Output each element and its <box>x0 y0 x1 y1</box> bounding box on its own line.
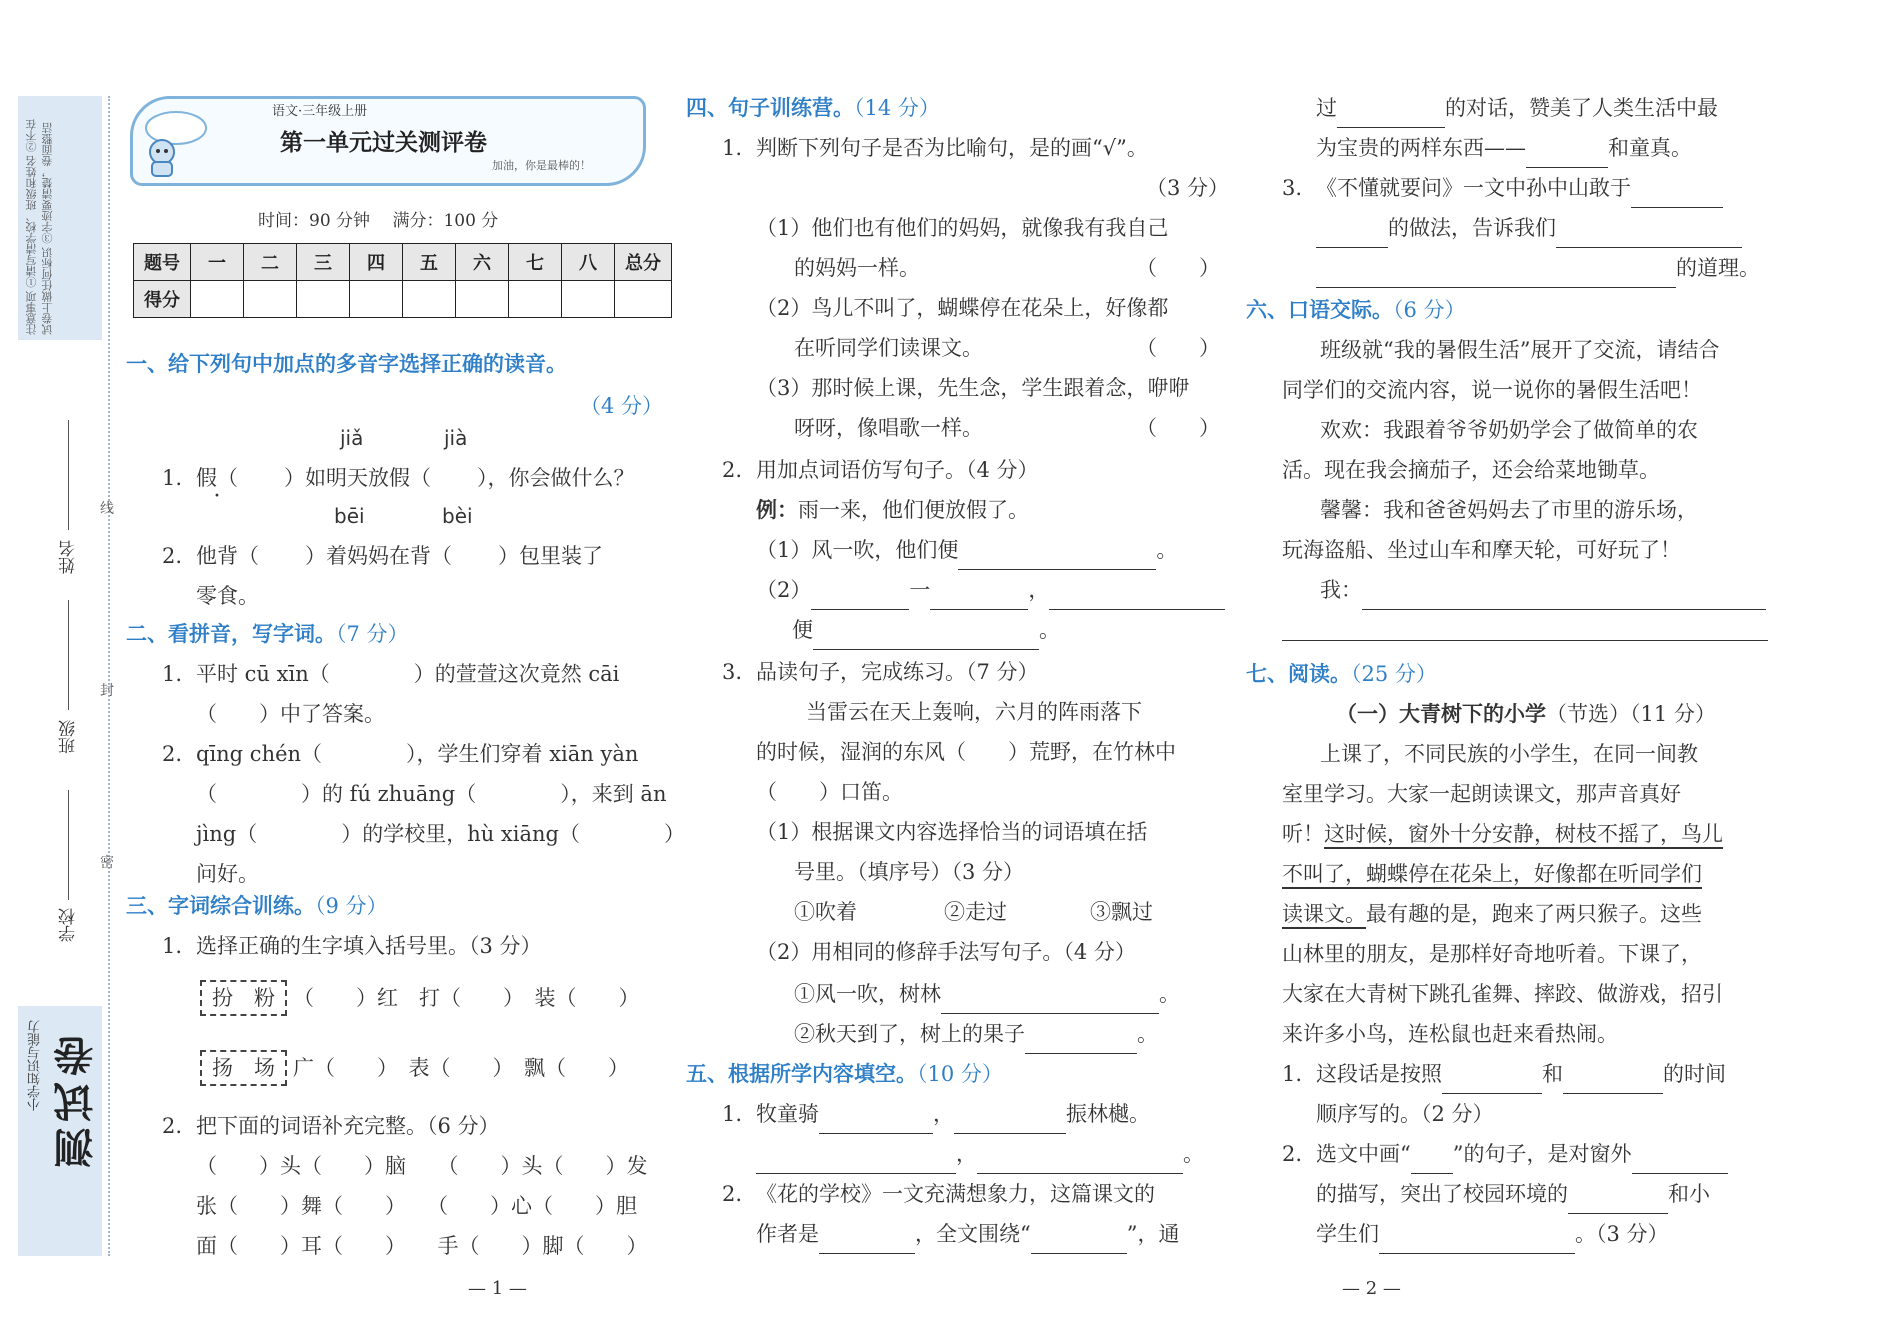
reading-title-text: （一）大青树下的小学 <box>1336 701 1546 726</box>
s5-q2-cont-text: 和童真。 <box>1608 136 1692 160</box>
s4-q2-1 <box>756 530 1177 570</box>
s3-words-row-2: 张（ ）舞（ ） （ ）心（ ）胆 <box>196 1194 637 1218</box>
s4-q3-1b: 号里。（填序号）（3 分） <box>794 860 1025 884</box>
s3-row-1 <box>200 978 640 1018</box>
s1-q1-part: 假（ · <box>196 466 238 490</box>
s4-q1-3a: （3）那时候上课，先生念，学生跟着念，咿咿 <box>756 376 1190 400</box>
pinyin-jia3: jiǎ <box>340 426 364 450</box>
score-header-cell: 二 <box>244 244 297 281</box>
score-header-cell: 题号 <box>134 244 191 281</box>
s2-q2-line4: 问好。 <box>196 862 259 886</box>
example-label: 例： <box>756 497 798 522</box>
class-line <box>68 600 69 710</box>
s5-q2-cont-text: 为宝贵的两样东西—— <box>1316 136 1526 160</box>
s5-q1-number: 1. <box>722 1102 743 1126</box>
s4-q3-option-1: ①吹着 <box>794 900 857 924</box>
series-name: 小学知识与能力 <box>28 1020 43 1111</box>
s4-q3-number: 3. <box>722 660 743 684</box>
s1-q1-number: 1. <box>162 466 183 490</box>
r-q2-line3 <box>1316 1214 1669 1254</box>
section-4-title <box>686 88 940 128</box>
score-cell[interactable] <box>615 281 672 318</box>
answer-blank <box>1411 1147 1453 1174</box>
answer-blank[interactable] <box>756 1147 956 1174</box>
section-1-points: （4 分） <box>580 394 664 418</box>
s5-q1 <box>756 1094 1150 1134</box>
comma: ， <box>1028 578 1050 602</box>
r-q2-text: 选文中画“ <box>1316 1142 1411 1166</box>
s4-q3-option-3: ③飘过 <box>1090 900 1153 924</box>
s5-q1-text-end: 振林樾。 <box>1066 1102 1150 1126</box>
s4-q2-example <box>756 490 1029 530</box>
s2-q1-line1: 平时 cū xīn（ ）的萱萱这次竟然 cāi <box>196 662 620 686</box>
r-q1-text: 这段话是按照 <box>1316 1062 1442 1086</box>
s3-q1: 选择正确的生字填入括号里。（3 分） <box>196 934 542 958</box>
s3-row-1-items: （ ）红 打（ ） 装（ ） <box>293 986 640 1010</box>
s2-q2-line1: qīng chén（ ），学生们穿着 xiān yàn <box>196 742 639 766</box>
section-4-title-text: 四、句子训练营。 <box>686 95 854 120</box>
s4-q2: 用加点词语仿写句子。（4 分） <box>756 458 1039 482</box>
period: 。 <box>1137 1022 1158 1046</box>
answer-blank[interactable] <box>813 623 1039 650</box>
r-q1-text: 的时间 <box>1663 1062 1726 1086</box>
bind-mark-seal: 封 <box>100 683 114 699</box>
s5-q3-line1 <box>1316 168 1723 208</box>
s4-q2-2b-text: 便 <box>792 618 813 642</box>
s6-para-5: 馨馨：我和爸爸妈妈去了市里的游乐场， <box>1320 498 1698 522</box>
score-cell[interactable] <box>297 281 350 318</box>
page-number-1: — 1 — <box>468 1278 527 1299</box>
answer-blank[interactable] <box>811 583 909 610</box>
r-q2-text: 的描写，突出了校园环境的 <box>1316 1182 1568 1206</box>
answer-blank[interactable] <box>1031 1227 1127 1254</box>
s4-q1-2a: （2）鸟儿不叫了，蝴蝶停在花朵上，好像都 <box>756 296 1169 320</box>
s4-q2-2-yi: 一 <box>909 578 931 602</box>
s5-q2-text: ，全文围绕“ <box>915 1222 1031 1246</box>
score-cell[interactable] <box>244 281 297 318</box>
s5-q2-line2 <box>756 1214 1180 1254</box>
score-table <box>133 243 672 318</box>
s3-q1-number: 1. <box>162 934 183 958</box>
s5-q2-text: 作者是 <box>756 1222 819 1246</box>
section-6-points: （6 分） <box>1393 298 1466 322</box>
s4-q1-points: （3 分） <box>1146 176 1230 200</box>
s4-q1-3b: 呀呀，像唱歌一样。 <box>794 416 983 440</box>
score-cell[interactable] <box>350 281 403 318</box>
s4-q2-2-label: （2） <box>756 578 812 602</box>
section-3-title-text: 三、字词综合训练。 <box>126 893 315 918</box>
score-cell[interactable] <box>509 281 562 318</box>
answer-blank[interactable] <box>1563 1067 1663 1094</box>
reading-line-2: 室里学习。大家一起朗读课文，那声音真好 <box>1282 782 1681 806</box>
school-label: 学校 <box>59 908 79 942</box>
name-line <box>68 420 69 530</box>
bind-mark-secret: 密 <box>100 855 114 871</box>
example-text: 雨一来，他们便放假了。 <box>798 498 1029 522</box>
mascot-icon <box>138 106 208 178</box>
reading-underlined: 这时候，窗外十分安静，树枝不摇了，鸟儿 <box>1324 822 1723 846</box>
s5-q2-cont-1 <box>1316 88 1718 128</box>
score-cell[interactable] <box>562 281 615 318</box>
s6-para-4: 活。现在我会摘茄子，还会给菜地锄草。 <box>1282 458 1660 482</box>
binding-dotted-line <box>108 96 110 1256</box>
banner-subtitle: 语文·三年级上册 <box>272 104 368 119</box>
series-title: 测试卷 <box>53 1030 100 1168</box>
s5-q2-cont-text: 过 <box>1316 96 1337 120</box>
reading-text: 听！ <box>1282 822 1324 846</box>
answer-blank[interactable] <box>1632 1147 1728 1174</box>
r-q1-text: 和 <box>1542 1062 1563 1086</box>
period: 。 <box>1183 1142 1204 1166</box>
section-6-title <box>1246 290 1466 330</box>
answer-blank[interactable] <box>1282 614 1768 641</box>
r-q1-number: 1. <box>1282 1062 1303 1086</box>
s5-q1-text: 牧童骑 <box>756 1102 819 1126</box>
section-5-title-text: 五、根据所学内容填空。 <box>686 1061 917 1086</box>
class-label: 班级 <box>59 720 79 754</box>
score-cell[interactable] <box>191 281 244 318</box>
section-3-points: （9 分） <box>315 894 388 918</box>
s2-q2-number: 2. <box>162 742 183 766</box>
score-header-cell: 三 <box>297 244 350 281</box>
section-2-points: （7 分） <box>336 622 409 646</box>
s4-q3-2b-text: ②秋天到了，树上的果子 <box>794 1022 1025 1046</box>
s3-row-2-items: 广（ ） 表（ ） 飘（ ） <box>293 1056 629 1080</box>
page-title: 第一单元过关测评卷 <box>280 129 487 156</box>
answer-blank[interactable] <box>954 1107 1066 1134</box>
answer-paren[interactable]: （ ） <box>1136 336 1220 360</box>
s3-q2: 把下面的词语补充完整。（6 分） <box>196 1114 500 1138</box>
r-q2-text: 。（3 分） <box>1575 1222 1669 1246</box>
s4-q1-1b: 的妈妈一样。 <box>794 256 920 280</box>
section-2-title-text: 二、看拼音，写字词。 <box>126 621 336 646</box>
exam-meta <box>258 206 498 231</box>
s5-q3-text: 《不懂就要问》一文中孙中山敢于 <box>1316 176 1631 200</box>
score-cell[interactable] <box>456 281 509 318</box>
s4-q3: 品读句子，完成练习。（7 分） <box>756 660 1039 684</box>
s3-words-row-1: （ ）头（ ）脑 （ ）头（ ）发 <box>196 1154 648 1178</box>
s5-q1-line2 <box>756 1134 1204 1174</box>
reading-title <box>1336 694 1716 734</box>
pinyin-bei1: bēi <box>334 504 365 528</box>
exam-time: 时间：90 分钟 <box>258 211 371 231</box>
s1-q2-part: ）包里装了 <box>498 544 603 568</box>
period: 。 <box>1039 618 1060 642</box>
s4-q3-passage-1: 当雷云在天上轰响，六月的阵雨落下 <box>806 700 1142 724</box>
s5-q3-line3 <box>1316 248 1760 288</box>
s3-q2-number: 2. <box>162 1114 183 1138</box>
r-q1-line2: 顺序写的。（2 分） <box>1316 1102 1494 1126</box>
s4-q2-2 <box>756 570 1225 610</box>
s1-q2-part: ）着妈妈在背（ <box>305 544 452 568</box>
s1-q2 <box>196 536 603 576</box>
r-q2-line1 <box>1316 1134 1728 1174</box>
section-7-title <box>1246 654 1437 694</box>
reading-text: 最有趣的是，跑来了两只猴子。这些 <box>1366 902 1702 926</box>
score-table-header-row <box>134 244 672 281</box>
s2-q1-line2: （ ）中了答案。 <box>196 702 385 726</box>
score-header-cell: 六 <box>456 244 509 281</box>
answer-blank[interactable] <box>1556 221 1742 248</box>
pinyin-jia4: jià <box>444 426 468 450</box>
answer-paren[interactable]: （ ） <box>1136 256 1220 280</box>
s6-para-6: 玩海盗船、坐过山车和摩天轮，可好玩了！ <box>1282 538 1681 562</box>
s2-q1-number: 1. <box>162 662 183 686</box>
s1-q2-number: 2. <box>162 544 183 568</box>
r-q2-text: 和小 <box>1668 1182 1710 1206</box>
banner-slogan: 加油，你是最棒的！ <box>492 159 591 172</box>
char-option-box: 扬 场 <box>200 1050 287 1086</box>
school-line <box>68 790 69 900</box>
s3-row-2 <box>200 1048 629 1088</box>
s1-q2-cont: 零食。 <box>196 584 259 608</box>
period: 。 <box>1159 982 1180 1006</box>
s1-q2-part: 他背（ <box>196 544 259 568</box>
s3-words-row-3: 面（ ）耳（ ） 手（ ）脚（ ） <box>196 1234 648 1258</box>
section-6-title-text: 六、口语交际。 <box>1246 297 1393 322</box>
section-4-points: （14 分） <box>854 96 940 120</box>
reading-line-5 <box>1282 894 1702 934</box>
s5-q3-text: 的道理。 <box>1676 256 1760 280</box>
answer-blank[interactable] <box>958 543 1156 570</box>
section-5-points: （10 分） <box>917 1062 1003 1086</box>
name-label: 姓名 <box>59 540 79 574</box>
s4-q2-1-text: （1）风一吹，他们便 <box>756 538 959 562</box>
reading-line-3 <box>1282 814 1723 854</box>
bind-mark-line: 线 <box>100 501 114 517</box>
answer-blank[interactable] <box>1631 181 1723 208</box>
answer-blank[interactable] <box>1442 1067 1542 1094</box>
score-header-cell: 四 <box>350 244 403 281</box>
s1-q1-part: ）如明天放假（ <box>284 466 431 490</box>
answer-blank[interactable] <box>1025 1027 1137 1054</box>
score-header-cell: 总分 <box>615 244 672 281</box>
s1-q1 <box>196 458 635 498</box>
r-q2-line2 <box>1316 1174 1710 1214</box>
char-option-box: 扮 粉 <box>200 980 287 1016</box>
s5-q3-number: 3. <box>1282 176 1303 200</box>
s4-q1-number: 1. <box>722 136 743 160</box>
s4-q3-option-2: ②走过 <box>944 900 1007 924</box>
r-q2-text: 学生们 <box>1316 1222 1379 1246</box>
answer-blank[interactable] <box>1316 261 1676 288</box>
score-cell[interactable] <box>403 281 456 318</box>
answer-blank[interactable] <box>1337 101 1445 128</box>
s4-q3-2: （2）用相同的修辞手法写句子。（4 分） <box>756 940 1136 964</box>
period: 。 <box>1156 538 1178 562</box>
reading-line-6: 山林里的朋友，是那样好奇地听着。下课了， <box>1282 942 1702 966</box>
answer-blank[interactable] <box>1049 583 1225 610</box>
answer-blank[interactable] <box>1362 583 1766 610</box>
section-1-title: 一、给下列句中加点的多音字选择正确的读音。 <box>126 351 567 376</box>
s4-q1-1a: （1）他们也有他们的妈妈，就像我有我自己 <box>756 216 1169 240</box>
s4-q3-1a: （1）根据课文内容选择恰当的词语填在括 <box>756 820 1148 844</box>
answer-blank[interactable] <box>819 1107 933 1134</box>
s5-q2-number: 2. <box>722 1182 743 1206</box>
answer-blank[interactable] <box>1316 221 1388 248</box>
reading-title-points: （节选）（11 分） <box>1546 702 1716 726</box>
section-3-title <box>126 886 388 926</box>
s5-q3-text: 的做法，告诉我们 <box>1388 216 1556 240</box>
s6-para-3: 欢欢：我跟着爷爷奶奶学会了做简单的农 <box>1320 418 1698 442</box>
reading-line-1: 上课了，不同民族的小学生，在同一间教 <box>1320 742 1698 766</box>
r-q2-text: ”的句子，是对窗外 <box>1452 1142 1632 1166</box>
section-7-title-text: 七、阅读。 <box>1246 661 1351 686</box>
s4-q1: 判断下列句子是否为比喻句，是的画“√”。 <box>756 136 1148 160</box>
reading-underlined: 读课文。 <box>1282 902 1366 926</box>
exam-full-score: 满分：100 分 <box>392 211 499 231</box>
answer-blank[interactable] <box>819 1227 915 1254</box>
s6-me-label: 我： <box>1320 578 1362 602</box>
comma: ， <box>956 1142 977 1166</box>
s4-q3-passage-2: 的时候，湿润的东风（ ）荒野，在竹林中 <box>756 740 1176 764</box>
s6-para-2: 同学们的交流内容，说一说你的暑假生活吧！ <box>1282 378 1702 402</box>
reading-line-4 <box>1282 854 1702 894</box>
answer-blank[interactable] <box>1379 1227 1575 1254</box>
score-header-cell: 七 <box>509 244 562 281</box>
answer-blank[interactable] <box>941 987 1159 1014</box>
section-5-title <box>686 1054 1003 1094</box>
s4-q3-2a-text: ①风一吹，树林 <box>794 982 941 1006</box>
s5-q3-line2 <box>1316 208 1742 248</box>
score-header-cell: 五 <box>403 244 456 281</box>
s2-q2-line2: （ ）的 fú zhuāng（ ），来到 ān <box>196 782 667 806</box>
s4-q3-passage-3: （ ）口笛。 <box>756 780 903 804</box>
reading-line-7: 大家在大青树下跳孔雀舞、摔跤、做游戏，招引 <box>1282 982 1723 1006</box>
score-row-label: 得分 <box>134 281 191 318</box>
s6-para-1: 班级就“我的暑假生活”展开了交流，请结合 <box>1320 338 1720 362</box>
notes-text: 注意事项 ①请写清学校、班级和姓名 ②不在试卷上做任何标识 ③字迹要清楚，卷面整洁 <box>25 119 54 335</box>
s5-q2-cont-2 <box>1316 128 1692 168</box>
s4-q3-2a <box>794 974 1180 1014</box>
s4-q1-2b: 在听同学们读课文。 <box>794 336 983 360</box>
page-number-2: — 2 — <box>1342 1278 1401 1299</box>
answer-blank[interactable] <box>930 583 1028 610</box>
pinyin-bei4: bèi <box>442 504 473 528</box>
score-table-score-row <box>134 281 672 318</box>
s6-me <box>1320 570 1766 610</box>
answer-blank[interactable] <box>977 1147 1183 1174</box>
s4-q2-number: 2. <box>722 458 743 482</box>
reading-line-8: 来许多小鸟，连松鼠也赶来看热闹。 <box>1282 1022 1618 1046</box>
reading-underlined: 不叫了，蝴蝶停在花朵上，好像都在听同学们 <box>1282 862 1702 886</box>
section-7-points: （25 分） <box>1351 662 1437 686</box>
comma: ， <box>933 1102 954 1126</box>
answer-blank[interactable] <box>1568 1187 1668 1214</box>
score-header-cell: 八 <box>562 244 615 281</box>
s4-q3-2b <box>794 1014 1158 1054</box>
s5-q2-text: ”，通 <box>1126 1222 1180 1246</box>
s4-q2-2b <box>792 610 1060 650</box>
r-q2-number: 2. <box>1282 1142 1303 1166</box>
section-2-title <box>126 614 409 654</box>
answer-blank[interactable] <box>1526 141 1608 168</box>
s1-q1-part: ），你会做什么？ <box>477 466 635 490</box>
score-header-cell: 一 <box>191 244 244 281</box>
s5-q2-line1: 《花的学校》一文充满想象力，这篇课文的 <box>756 1182 1155 1206</box>
s2-q2-line3: jìng（ ）的学校里，hù xiāng（ ） <box>196 822 685 846</box>
answer-paren[interactable]: （ ） <box>1136 416 1220 440</box>
s5-q2-cont-text: 的对话，赞美了人类生活中最 <box>1445 96 1718 120</box>
r-q1-line1 <box>1316 1054 1726 1094</box>
